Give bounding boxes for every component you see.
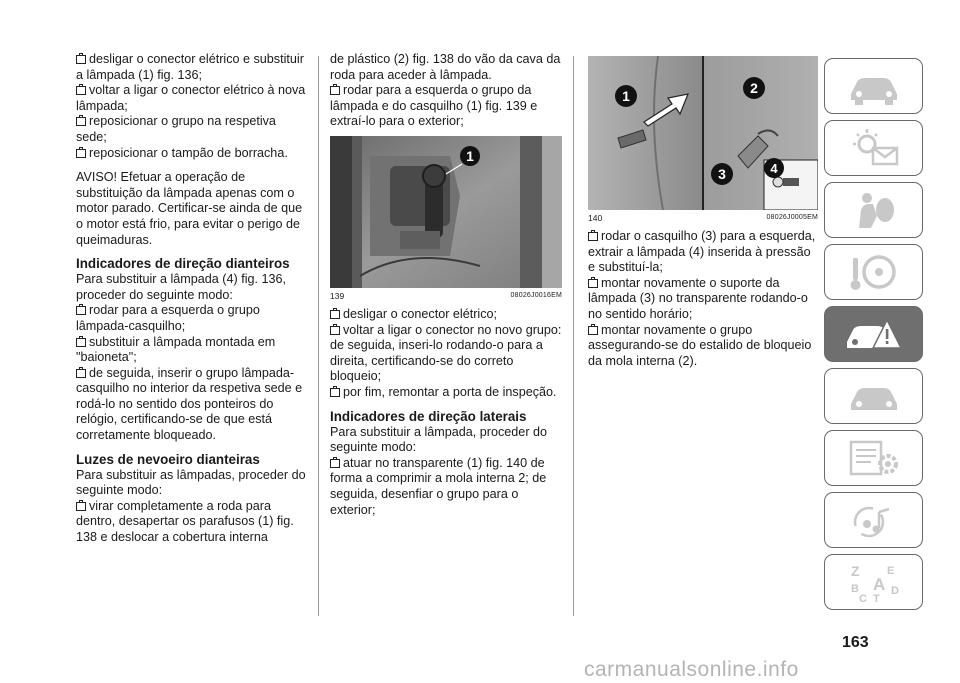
list-item: desligar o conector elétrico e substituir a lâmpada (1) fig. 136; [76, 52, 304, 82]
list-item: desligar o conector elétrico; [330, 307, 562, 323]
list-item: voltar a ligar o conector elétrico à nova lâmpada; [76, 83, 306, 113]
figure-code: 08026J0016EM [510, 291, 562, 299]
list-item: reposicionar o grupo na respetiva sede; [76, 114, 276, 144]
bullet-icon [76, 149, 86, 158]
tab-technical-specs[interactable] [824, 430, 923, 486]
multimedia-icon [843, 498, 905, 542]
page-number: 163 [842, 634, 869, 651]
callout-label: 3 [718, 166, 726, 182]
section-intro: Para substituir a lâmpada, proceder do seguinte modo: [330, 424, 548, 455]
car-dashboard-icon [843, 64, 905, 108]
technical-specs-icon [843, 436, 905, 480]
callout-label: 2 [750, 80, 758, 96]
svg-text:A: A [872, 575, 885, 594]
svg-text:C: C [858, 593, 867, 604]
bullet-icon [76, 55, 86, 64]
tab-emergency[interactable] [824, 306, 923, 362]
bullet-icon [76, 306, 86, 315]
svg-text:Z: Z [850, 563, 860, 579]
text-column-2 [330, 52, 562, 518]
list-item: atuar no transparente (1) fig. 140 de forma a comprimir a mola interna 2; de seguida, desenfiar o grupo para o exterior; [330, 455, 547, 517]
figure-140 [588, 56, 818, 223]
list-item: por fim, remontar a porta de inspeção. [330, 385, 562, 401]
svg-text:B: B [850, 583, 859, 595]
airbag-safety-icon [843, 188, 905, 232]
tab-multimedia[interactable] [824, 492, 923, 548]
figure-139 [330, 136, 562, 301]
list-item: substituir a lâmpada montada em "baioneta"; [76, 334, 276, 365]
car-maintenance-icon [843, 374, 905, 418]
bullet-icon [588, 279, 598, 288]
callout-label: 1 [622, 88, 630, 104]
figure-number: 140 [588, 213, 603, 223]
steering-key-icon [843, 250, 905, 294]
list-item: montar novamente o grupo assegurando-se do estalido de bloqueio da mola interna (2). [588, 322, 812, 368]
tab-index[interactable] [824, 554, 923, 610]
bullet-icon [330, 326, 340, 335]
bullet-icon [76, 338, 86, 347]
side-indicator-photo [588, 56, 818, 210]
tab-starting-driving[interactable] [824, 244, 923, 300]
svg-text:E: E [886, 565, 894, 577]
car-emergency-icon [843, 312, 905, 356]
tab-dashboard[interactable] [824, 58, 923, 114]
bullet-icon [588, 326, 598, 335]
bullet-icon [330, 86, 340, 95]
bullet-icon [330, 459, 340, 468]
bullet-icon [330, 388, 340, 397]
warning-text: AVISO! Efetuar a operação de substituição da lâmpada apenas com o motor parado. Certificar-se ainda de que o motor está frio, para evitar o perigo de queimaduras. [76, 170, 303, 247]
list-item: rodar para a esquerda o grupo lâmpada-casquilho; [76, 303, 260, 333]
section-intro: Para substituir a lâmpada (4) fig. 136, proceder do seguinte modo: [76, 272, 287, 302]
text-column-1 [76, 52, 308, 546]
chapter-sidebar [824, 58, 924, 616]
figure-number: 139 [330, 290, 345, 301]
column-divider [318, 56, 319, 616]
section-heading-front-indicators: Indicadores de direção dianteiros [76, 256, 290, 272]
warning-lights-icon [843, 126, 905, 170]
list-item: voltar a ligar o conector no novo grupo: de seguida, inseri-lo rodando-o para a direita, certificando-se do correto bloqueio; [330, 322, 562, 384]
list-item: de seguida, inserir o grupo lâmpada-casquilho no interior da respetiva sede e rodá-lo no sentido dos ponteiros do relógio, certificando-se de que está corretamente bloqueado. [76, 365, 303, 443]
list-item: virar completamente a roda para dentro, desapertar os parafusos (1) fig. 138 e deslocar a cobertura interna [76, 498, 294, 545]
watermark: carmanualsonline.info [584, 658, 799, 681]
callout-label: 1 [466, 147, 474, 164]
list-item: rodar o casquilho (3) para a esquerda, extrair a lâmpada (4) inserida à pressão e substituí-la; [588, 229, 816, 275]
tab-safety[interactable] [824, 182, 923, 238]
svg-text:T: T [872, 593, 880, 604]
tab-warning-lights[interactable] [824, 120, 923, 176]
svg-text:D: D [890, 585, 899, 597]
section-heading-side-indicators: Indicadores de direção laterais [330, 408, 527, 424]
list-item: rodar para a esquerda o grupo da lâmpada e do casquilho (1) fig. 139 e extraí-lo para o exterior; [330, 83, 538, 129]
text-column-3 [588, 52, 818, 369]
list-item: reposicionar o tampão de borracha. [76, 146, 308, 162]
callout-label: 4 [770, 161, 778, 176]
index-letters-icon [843, 560, 905, 604]
paragraph: de plástico (2) fig. 138 do vão da cava da roda para aceder à lâmpada. [330, 52, 561, 82]
section-intro: Para substituir as lâmpadas, proceder do seguinte modo: [76, 467, 306, 498]
bullet-icon [76, 369, 86, 378]
bullet-icon [76, 86, 86, 95]
column-divider [573, 56, 574, 616]
fog-light-photo [330, 136, 562, 288]
tab-maintenance[interactable] [824, 368, 923, 424]
bullet-icon [76, 117, 86, 126]
figure-code: 08026J0005EM [766, 214, 818, 221]
list-item: montar novamente o suporte da lâmpada (3) no transparente rodando-o no sentido horário; [588, 275, 808, 321]
bullet-icon [330, 310, 340, 319]
section-heading-fog-lights: Luzes de nevoeiro dianteiras [76, 451, 260, 467]
bullet-icon [588, 232, 598, 241]
bullet-icon [76, 502, 86, 511]
